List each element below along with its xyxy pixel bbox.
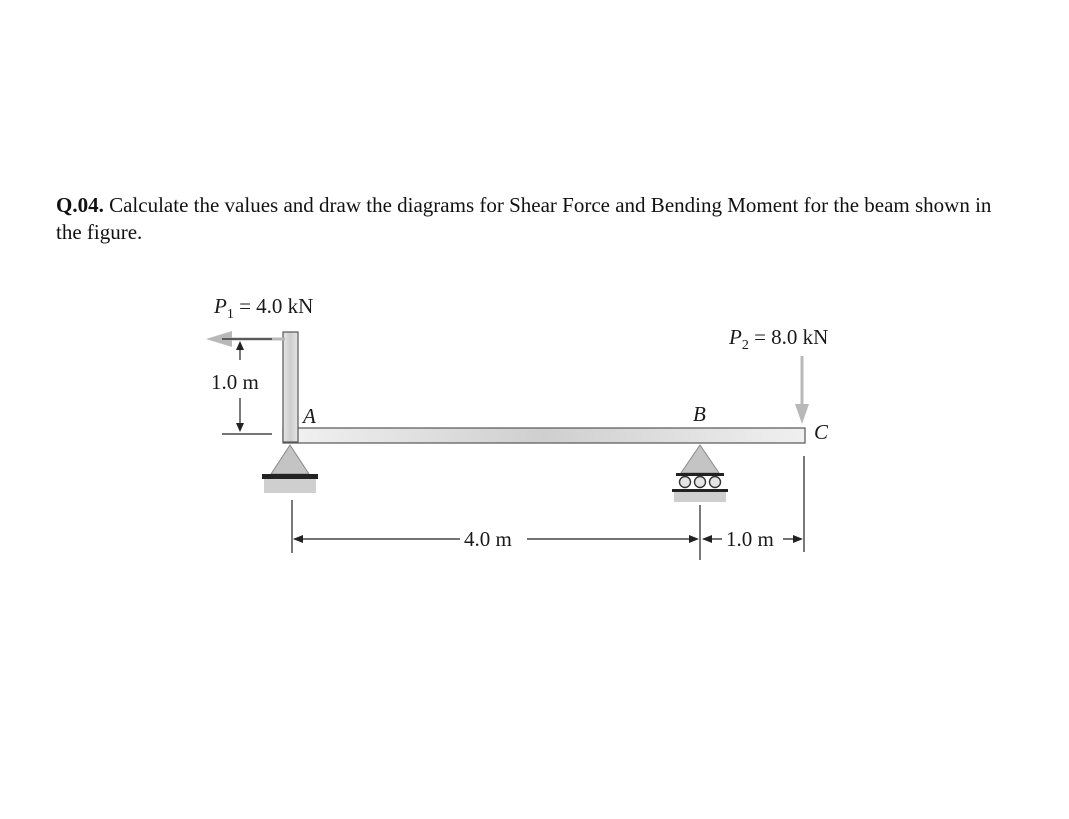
question-body: Calculate the values and draw the diagrams for Shear Force and Bending Moment for the beam shown in the figure. bbox=[56, 193, 992, 244]
point-b-label: B bbox=[693, 402, 706, 426]
point-a-label: A bbox=[303, 404, 316, 428]
pin-support-a bbox=[262, 445, 318, 493]
load-p1-label: $P_1 = 4.0$ kN bbox=[214, 294, 314, 322]
vertical-arm bbox=[283, 332, 298, 442]
beam bbox=[283, 428, 805, 443]
arm-height-label: 1.0 m bbox=[211, 370, 259, 394]
span-ab-label: 4.0 m bbox=[464, 527, 512, 551]
roller-support-b bbox=[672, 445, 728, 502]
load-p2-label: $P_2 = 8.0$ kN bbox=[729, 325, 829, 353]
overhang-bc-label: 1.0 m bbox=[726, 527, 774, 551]
question-number: Q.04. bbox=[56, 193, 104, 217]
load-p2-arrow bbox=[795, 356, 809, 424]
point-c-label: C bbox=[814, 420, 829, 444]
